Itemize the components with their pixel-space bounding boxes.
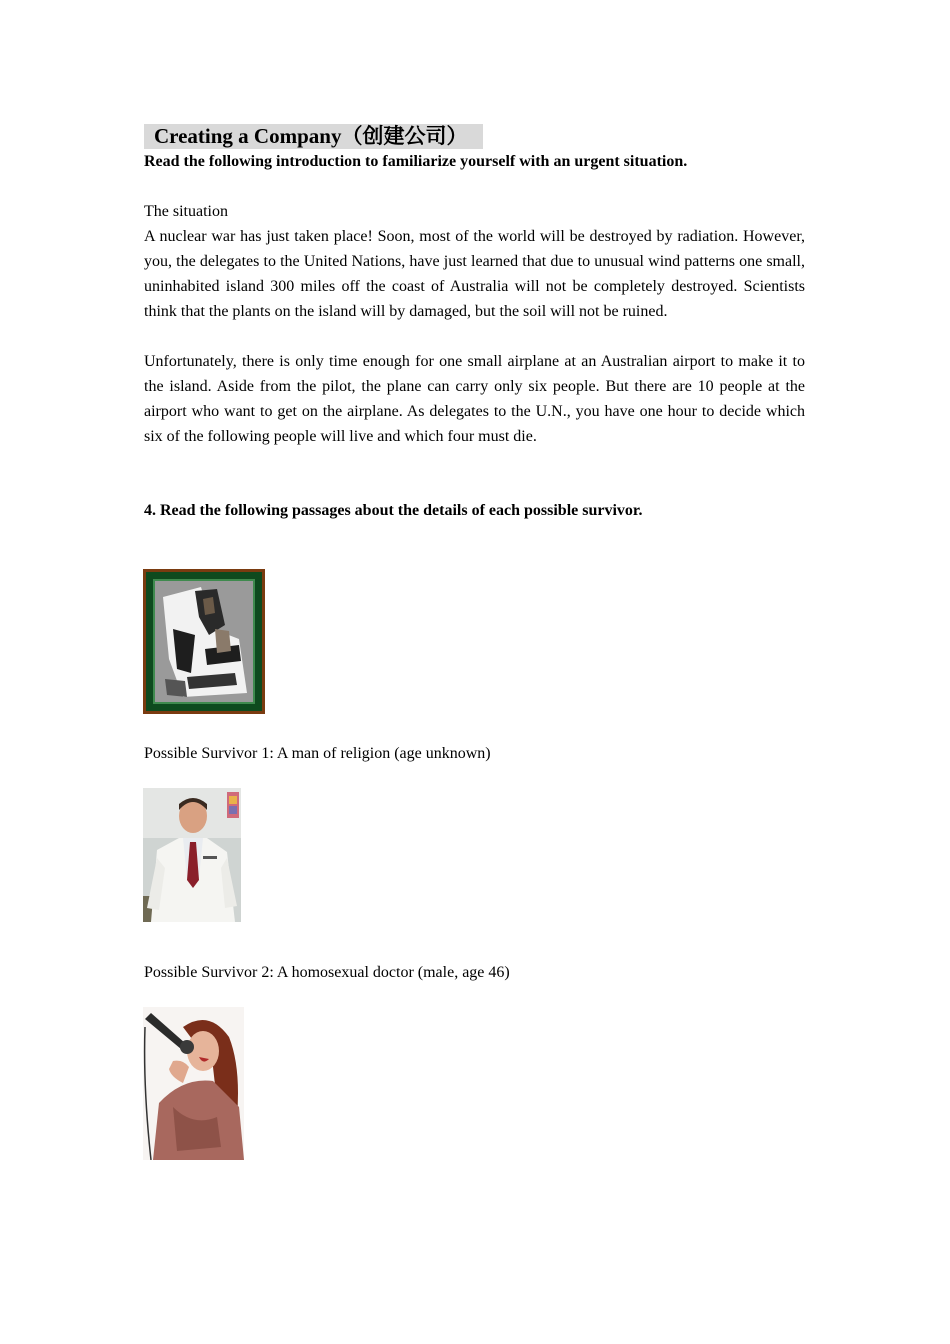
survivor-1-caption: Possible Survivor 1: A man of religion (age unknown): [144, 745, 491, 762]
page-title: Creating a Company（创建公司）: [144, 124, 483, 149]
section-4-instruction: 4. Read the following passages about the details of each possible survivor.: [144, 502, 643, 519]
situation-paragraph-1: A nuclear war has just taken place! Soon, most of the world will be destroyed by radiation. However, you, the delegates to the United Nations, have just learned that due to unusual wind patterns one small, uninhabited island 300 miles off the coast of Australia will not be completely destroyed. Scientists think that the plants on the island will by damaged, but the soil will not be ruined.: [144, 228, 805, 320]
survivor-2-image: [143, 788, 241, 922]
survivor-1-image: [143, 569, 265, 714]
survivor-2-caption: Possible Survivor 2: A homosexual doctor (male, age 46): [144, 964, 510, 981]
intro-instruction: Read the following introduction to familiarize yourself with an urgent situation.: [144, 153, 688, 170]
survivor-3-image: [143, 1007, 244, 1160]
situation-paragraph-2: Unfortunately, there is only time enough for one small airplane at an Australian airport to make it to the island. Aside from the pilot, the plane can carry only six people. But there are 10 people at the airport who want to get on the airplane. As delegates to the U.N., you have one hour to decide which six of the following people will live and which four must die.: [144, 353, 805, 445]
situation-heading: The situation: [144, 203, 228, 220]
